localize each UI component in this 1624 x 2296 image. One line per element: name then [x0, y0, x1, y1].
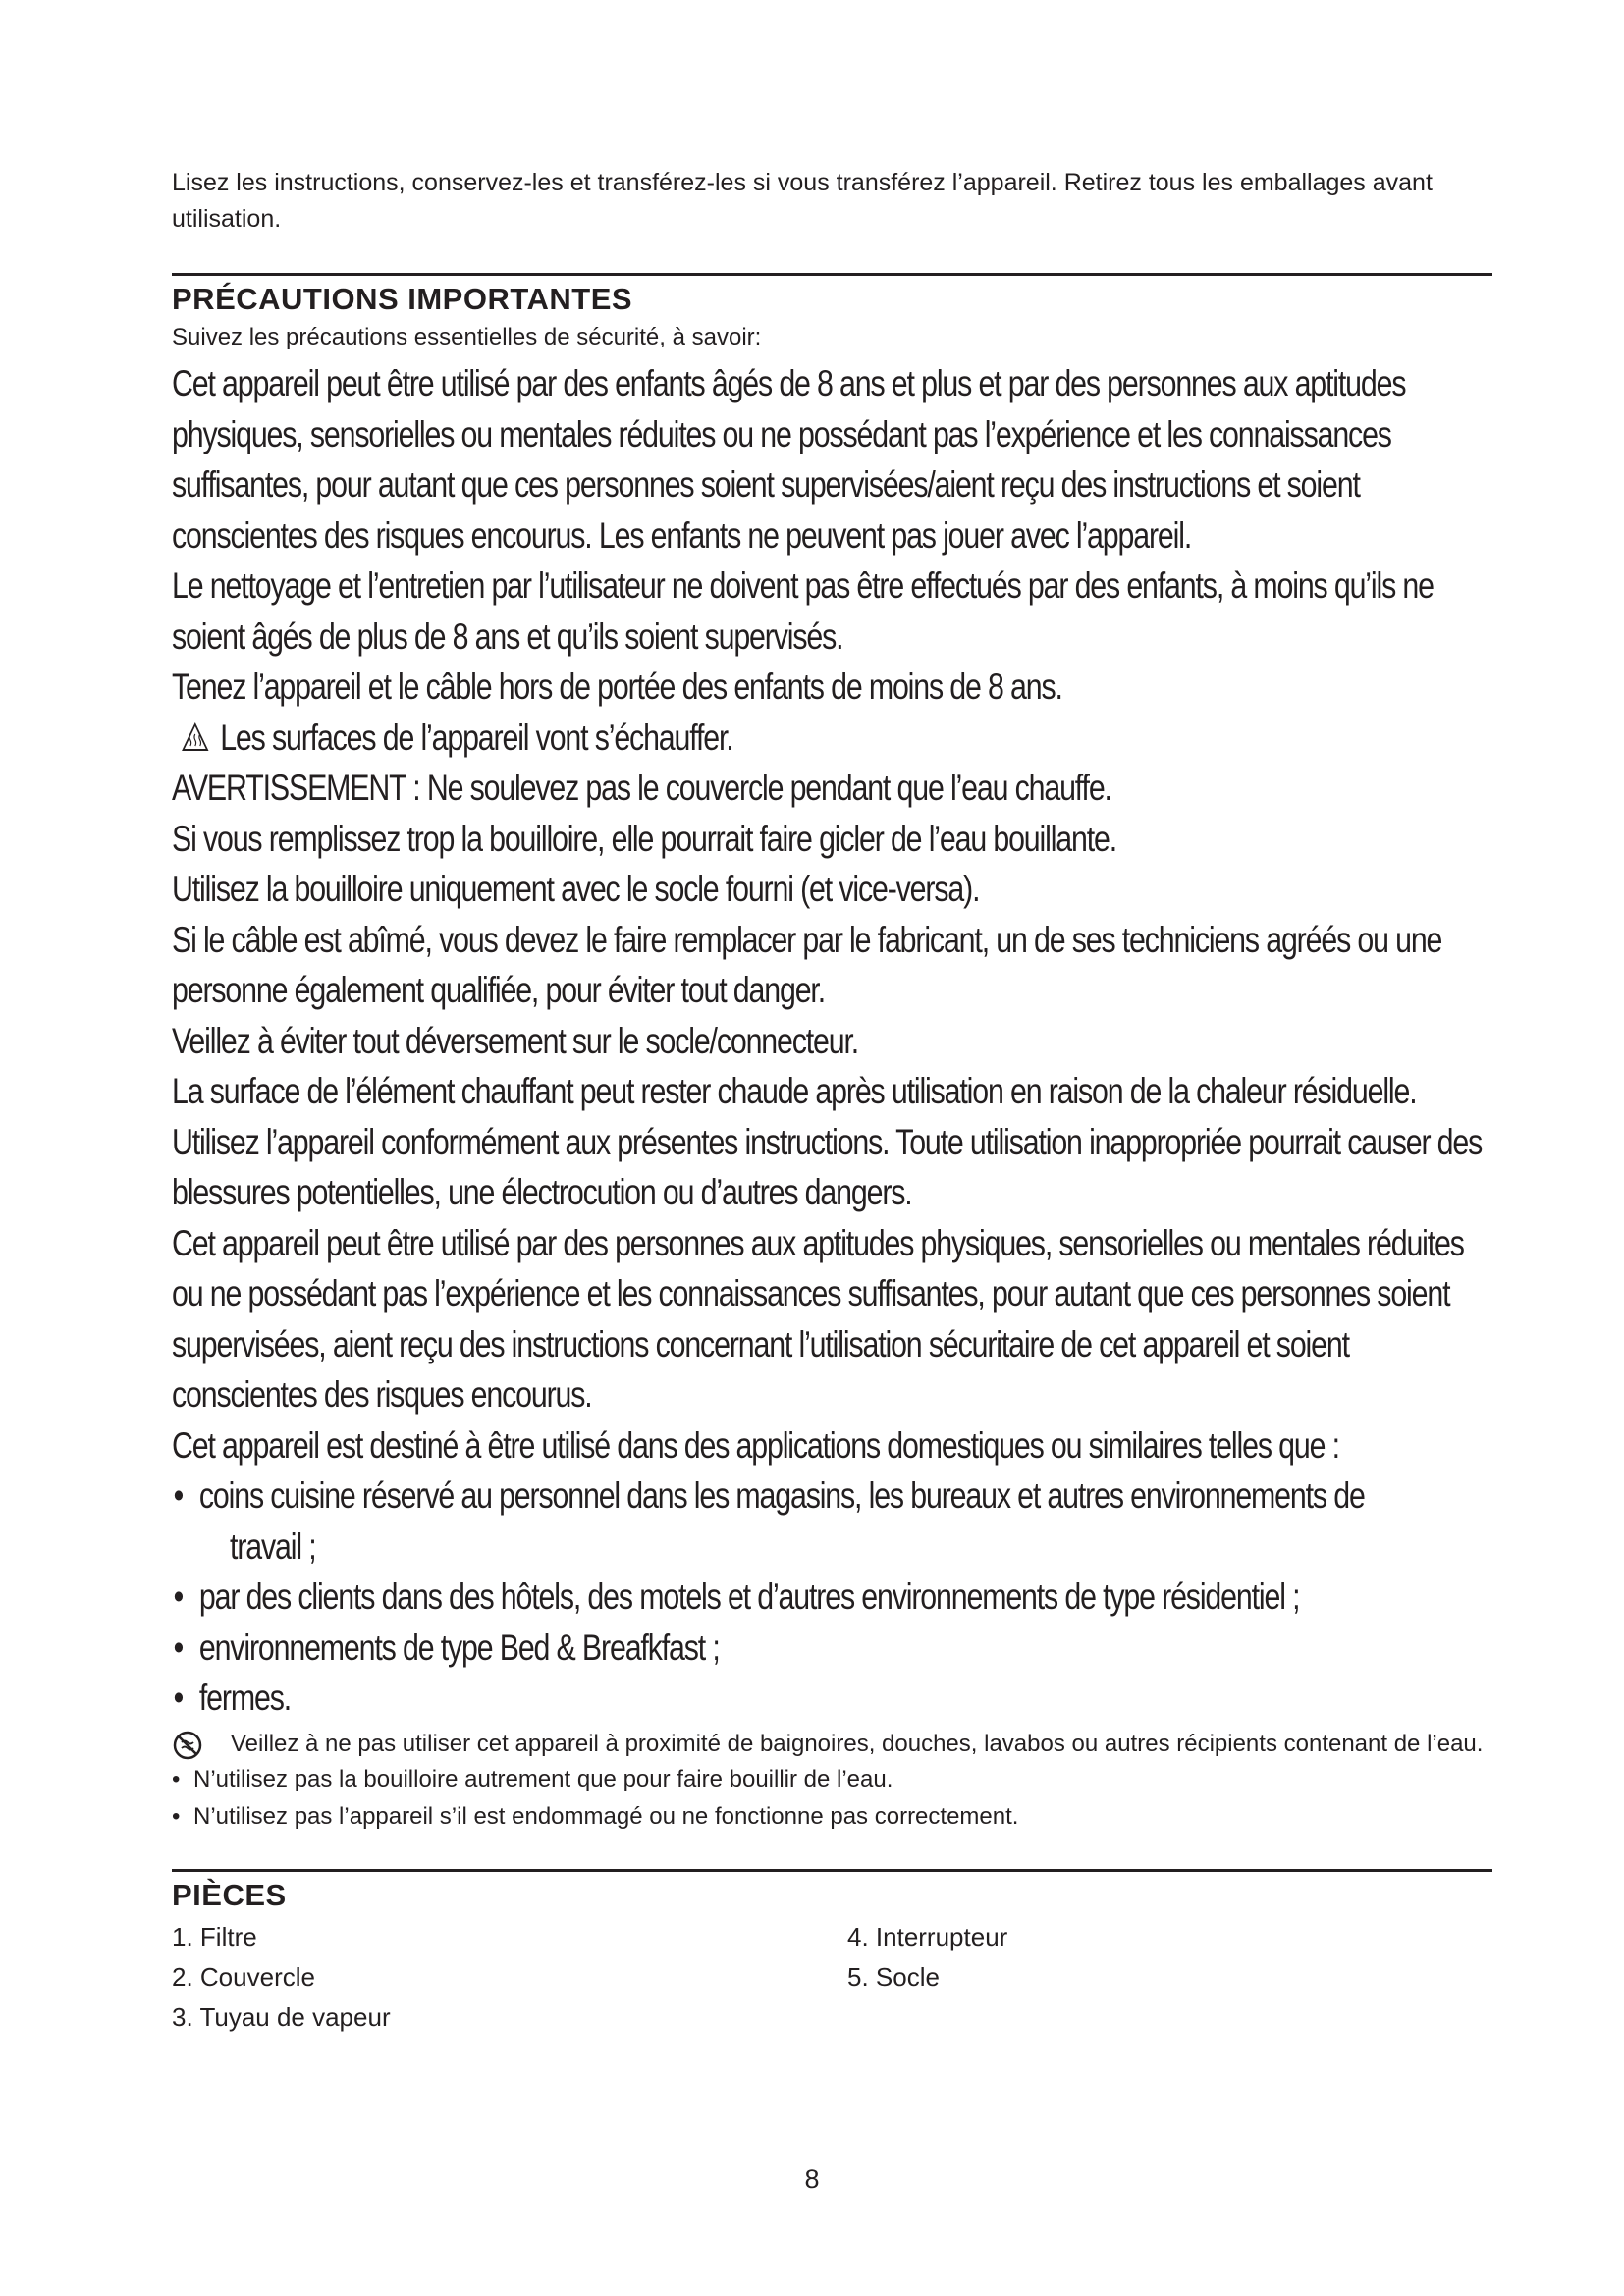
precaution-paragraph: AVERTISSEMENT : Ne soulevez pas le couvercle pendant que l’eau chauffe.	[172, 768, 1111, 808]
precaution-paragraph: Veillez à éviter tout déversement sur le socle/connecteur.	[172, 1020, 859, 1061]
usage-list-item: • fermes.	[172, 1673, 1492, 1724]
hot-surface-text: Les surfaces de l’appareil vont s’échauffer.	[220, 717, 733, 758]
usage-list-item: • par des clients dans des hôtels, des motels et d’autres environnements de type résidentiel ;	[172, 1572, 1492, 1623]
bullet-dot: •	[173, 1475, 184, 1516]
bullet-dot: •	[173, 1678, 184, 1718]
part-item: 2. Couvercle	[172, 1961, 315, 1992]
parts-list	[172, 1917, 1492, 2038]
part-item: 4. Interrupteur	[847, 1921, 1008, 1951]
bullet-dot: •	[173, 1627, 184, 1668]
parts-title: PIÈCES	[172, 1877, 287, 1912]
precaution-paragraph: La surface de l’élément chauffant peut rester chaude après utilisation en raison de la chaleur résiduelle.	[172, 1071, 1417, 1111]
precautions-title: PRÉCAUTIONS IMPORTANTES	[172, 282, 633, 316]
section-divider	[172, 273, 1492, 276]
water-warning-text: Veillez à ne pas utiliser cet appareil à proximité de baignoires, douches, lavabos ou autres récipients contenant de l’eau.	[231, 1730, 1484, 1757]
precaution-paragraph: Si vous remplissez trop la bouilloire, elle pourrait faire gicler de l’eau bouillante.	[172, 818, 1117, 859]
small-notes	[172, 1728, 1492, 1836]
usage-list-item: • environnements de type Bed & Breafkfast ;	[172, 1623, 1492, 1674]
warning-triangle-icon	[182, 722, 209, 752]
precaution-paragraph: Utilisez l’appareil conformément aux présentes instructions. Toute utilisation inappropriée pourrait causer des blessures potentielles, une électrocution ou d’autres dangers.	[172, 1121, 1483, 1212]
intro-text: Lisez les instructions, conservez-les et transférez-les si vous transférez l’appareil. Retirez tous les emballages avant utilisation.	[172, 169, 1433, 233]
page-content	[172, 165, 1492, 2038]
precautions-subtitle: Suivez les précautions essentielles de sécurité, à savoir:	[172, 324, 762, 350]
section-divider	[172, 1869, 1492, 1872]
no-water-icon	[172, 1730, 203, 1761]
page-number: 8	[804, 2164, 820, 2194]
bullet-dot: •	[173, 1576, 184, 1617]
precaution-paragraph: Tenez l’appareil et le câble hors de portée des enfants de moins de 8 ans.	[172, 667, 1062, 707]
parts-column-right	[847, 1917, 1240, 2038]
precaution-paragraph: Utilisez la bouilloire uniquement avec le socle fourni (et vice-versa).	[172, 869, 980, 909]
hot-surface-warning	[172, 713, 1492, 764]
usage-list-item: • coins cuisine réservé au personnel dans les magasins, les bureaux et autres environnements de travail ;	[172, 1470, 1492, 1572]
parts-column-left	[172, 1917, 847, 2038]
precaution-paragraph: Si le câble est abîmé, vous devez le faire remplacer par le fabricant, un de ses techniciens agréés ou une personne également qualifiée, pour éviter tout danger.	[172, 919, 1442, 1010]
precaution-paragraph: Cet appareil peut être utilisé par des enfants âgés de 8 ans et plus et par des personnes aux aptitudes physiques, sensorielles ou mentales réduites ou ne possédant pas l’expérience et les connaissances suffisantes, pour autant que ces personnes soient supervisées/aient reçu des instructions et soient conscientes des risques encourus. Les enfants ne peuvent pas jouer avec l’appareil.	[172, 363, 1406, 556]
small-bullet-item: • N’utilisez pas l’appareil s’il est endommagé ou ne fonctionne pas correctement.	[172, 1802, 1019, 1830]
precaution-paragraph: Le nettoyage et l’entretien par l’utilisateur ne doivent pas être effectués par des enfants, à moins qu’ils ne soient âgés de plus de 8 ans et qu’ils soient supervisés.	[172, 565, 1434, 657]
precautions-body	[172, 358, 1492, 1724]
precaution-paragraph: Cet appareil peut être utilisé par des personnes aux aptitudes physiques, sensorielles ou mentales réduites ou ne possédant pas l’expérience et les connaissances suffisantes, pour autant que ces personnes soient supervisées, aient reçu des instructions concernant l’utilisation sécuritaire de cet appareil et soient conscientes des risques encourus.	[172, 1222, 1464, 1415]
part-item: 5. Socle	[847, 1961, 940, 1992]
precaution-paragraph: Cet appareil est destiné à être utilisé dans des applications domestiques ou similaires telles que :	[172, 1424, 1339, 1466]
water-warning	[172, 1728, 1492, 1761]
small-bullet-item: • N’utilisez pas la bouilloire autrement que pour faire bouillir de l’eau.	[172, 1765, 893, 1792]
part-item: 3. Tuyau de vapeur	[172, 2002, 391, 2032]
part-item: 1. Filtre	[172, 1921, 257, 1951]
